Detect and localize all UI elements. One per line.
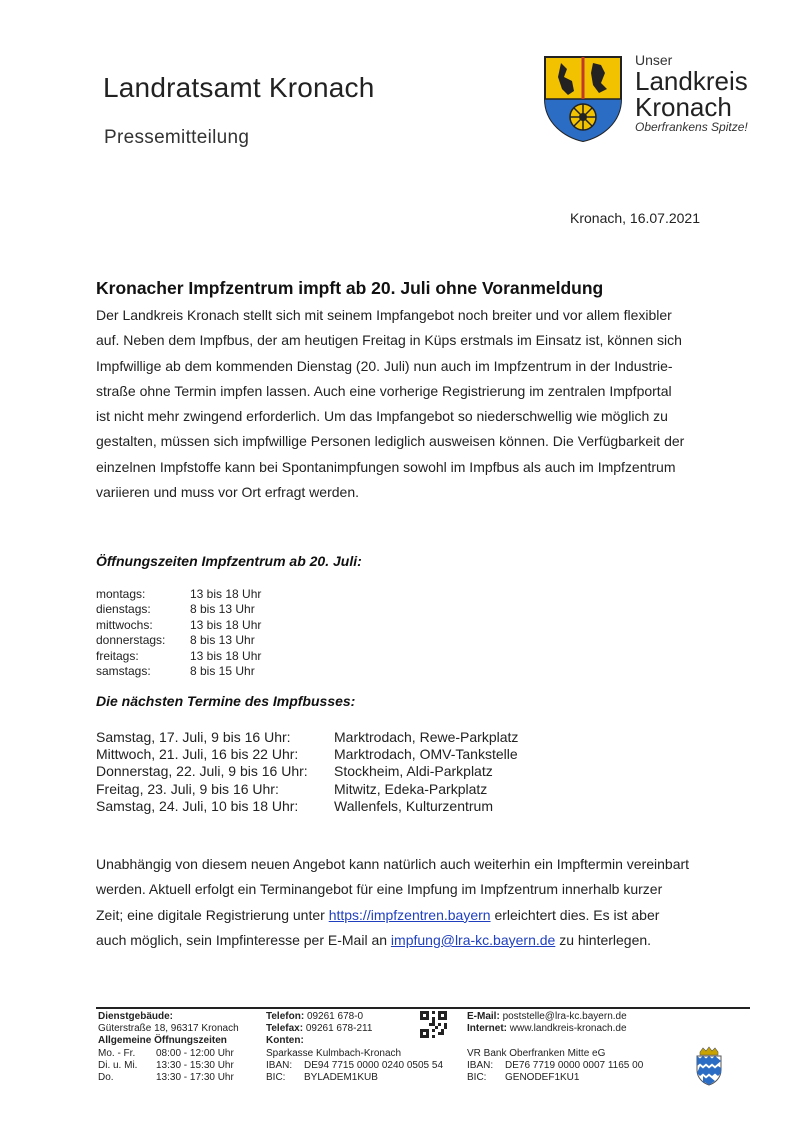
hours-heading: Öffnungszeiten Impfzentrum ab 20. Juli: <box>96 553 362 569</box>
text-line: Impfwillige ab dem kommenden Dienstag (20. Juli) nun auch im Impfzentrum in der Industrie- <box>96 357 673 374</box>
opening-hours-list <box>96 587 261 679</box>
hours-time: 8 bis 15 Uhr <box>190 664 255 679</box>
footer-online-block <box>467 1011 643 1084</box>
organization-name: Landratsamt Kronach <box>103 72 375 103</box>
email-label: E-Mail: <box>467 1011 500 1022</box>
bus-row <box>96 746 518 763</box>
intro-paragraph <box>96 303 736 505</box>
text-line: Unabhängig von diesem neuen Angebot kann natürlich auch weiterhin ein Impftermin vereinbart <box>96 856 690 872</box>
footer-divider <box>96 1007 750 1009</box>
office-hours-time: 13:30 - 17:30 Uhr <box>156 1072 234 1084</box>
hours-day: samstags: <box>96 664 151 679</box>
logo-line-landkreis: Landkreis <box>635 66 748 96</box>
office-hours-day: Do. <box>98 1072 114 1084</box>
office-hours-time: 08:00 - 12:00 Uhr <box>156 1047 234 1059</box>
text-line <box>96 903 736 928</box>
logo-line-kronach: Kronach <box>635 92 732 122</box>
logo-line-unser: Unser <box>635 52 673 68</box>
hours-time: 13 bis 18 Uhr <box>190 587 262 601</box>
text-line: auf. Neben dem Impfbus, der am heutigen Freitag in Küps erstmals im Einsatz ist, können sich <box>96 332 682 349</box>
text-line: variieren und muss vor Ort erfragt werden. <box>96 484 359 501</box>
office-hours-day: Mo. - Fr. <box>98 1047 136 1059</box>
iban-value: DE76 7719 0000 0007 1165 00 <box>505 1059 644 1071</box>
office-hours-row <box>98 1060 239 1072</box>
impf-email-link[interactable]: impfung@lra-kc.bayern.de <box>390 931 556 948</box>
text-line: gestalten, müssen sich impfwillige Personen lediglich ausweisen können. Die Verfügbarkeit der <box>96 433 685 450</box>
bus-place: Marktrodach, OMV-Tankstelle <box>334 746 518 763</box>
text-line: ist nicht mehr zwingend erforderlich. Um das Impfangebot so niederschwellig wie möglich zu <box>96 408 668 425</box>
district-logo <box>541 53 751 143</box>
bus-row <box>96 729 518 746</box>
hours-row <box>96 649 261 664</box>
footer-contact-block <box>266 1011 443 1084</box>
text-line: werden. Aktuell erfolgt ein Terminangebot für eine Impfung im Impfzentrum innerhalb kurzer <box>96 881 663 898</box>
text-segment: Zeit; eine digitale Registrierung unter <box>96 906 329 923</box>
bus-place: Stockheim, Aldi-Parkplatz <box>334 763 493 780</box>
office-hours-label: Allgemeine Öffnungszeiten <box>98 1035 227 1047</box>
logo-tagline: Oberfrankens Spitze! <box>635 120 748 134</box>
phone-number: 09261 678-0 <box>306 1011 364 1022</box>
hours-row <box>96 633 261 648</box>
bavarian-crest-icon <box>694 1046 724 1086</box>
fax-label: Telefax: <box>266 1023 304 1035</box>
hours-row <box>96 587 261 602</box>
coat-of-arms-icon <box>541 53 625 143</box>
text-line: straße ohne Termin impfen lassen. Auch eine vorherige Registrierung im zentralen Impfportal <box>96 382 672 399</box>
text-line: Der Landkreis Kronach stellt sich mit seinem Impfangebot noch breiter und vor allem flexibler <box>96 307 672 323</box>
hours-time: 13 bis 18 Uhr <box>190 648 262 663</box>
bank-name: Sparkasse Kulmbach-Kronach <box>266 1047 402 1059</box>
bus-row <box>96 798 518 815</box>
bus-date: Mittwoch, 21. Juli, 16 bis 22 Uhr: <box>96 746 299 763</box>
text-segment: zu hinterlegen. <box>555 931 652 948</box>
bus-date: Samstag, 17. Juli, 9 bis 16 Uhr: <box>96 729 291 745</box>
bus-place: Marktrodach, Rewe-Parkplatz <box>334 729 519 745</box>
bic-value: BYLADEM1KUB <box>304 1072 378 1084</box>
hours-day: donnerstags: <box>96 633 166 648</box>
email-address[interactable]: poststelle@lra-kc.bayern.de <box>502 1011 627 1022</box>
bus-heading: Die nächsten Termine des Impfbusses: <box>96 693 356 709</box>
document-type: Pressemitteilung <box>104 127 250 148</box>
headline: Kronacher Impfzentrum impft ab 20. Juli ohne Voranmeldung <box>96 278 604 298</box>
iban-value: DE94 7715 0000 0240 0505 54 <box>304 1059 444 1071</box>
bus-row <box>96 763 518 780</box>
hours-day: dienstags: <box>96 602 151 617</box>
office-hours-time: 13:30 - 15:30 Uhr <box>156 1059 234 1071</box>
office-hours-row <box>98 1072 239 1084</box>
internet-label: Internet: <box>467 1023 507 1035</box>
hours-time: 8 bis 13 Uhr <box>190 602 255 617</box>
bus-schedule-list <box>96 729 518 815</box>
text-segment: auch möglich, sein Impfinteresse per E-Mail an <box>96 931 391 948</box>
office-hours-row <box>98 1048 239 1060</box>
iban-label: IBAN: <box>467 1059 494 1071</box>
bus-place: Wallenfels, Kulturzentrum <box>334 797 493 814</box>
accounts-label: Konten: <box>266 1035 304 1047</box>
office-hours-day: Di. u. Mi. <box>98 1059 138 1071</box>
impfzentren-link[interactable]: https://impfzentren.bayern <box>328 906 491 923</box>
building-label: Dienstgebäude: <box>98 1011 174 1022</box>
fax-number: 09261 678-211 <box>305 1023 373 1035</box>
qr-code-icon <box>420 1011 447 1038</box>
hours-day: freitags: <box>96 648 139 663</box>
iban-label: IBAN: <box>266 1059 293 1071</box>
bank-name: VR Bank Oberfranken Mitte eG <box>467 1047 606 1059</box>
bic-value: GENODEF1KU1 <box>505 1072 580 1084</box>
bus-date: Freitag, 23. Juli, 9 bis 16 Uhr: <box>96 780 279 797</box>
website-address[interactable]: www.landkreis-kronach.de <box>509 1023 627 1035</box>
bus-date: Donnerstag, 22. Juli, 9 bis 16 Uhr: <box>96 763 308 780</box>
hours-row <box>96 618 261 633</box>
footer-address-block <box>98 1011 239 1084</box>
text-line: einzelnen Impfstoffe kann bei Spontanimpfungen sowohl im Impfbus als auch im Impfzentrum <box>96 458 676 475</box>
hours-day: montags: <box>96 587 146 601</box>
bus-row <box>96 781 518 798</box>
release-date: Kronach, 16.07.2021 <box>570 210 700 226</box>
bic-label: BIC: <box>467 1072 487 1084</box>
hours-row <box>96 602 261 617</box>
closing-paragraph <box>96 852 736 953</box>
bus-date: Samstag, 24. Juli, 10 bis 18 Uhr: <box>96 797 299 814</box>
hours-row <box>96 664 261 679</box>
text-segment: erleichtert dies. Es ist aber <box>490 906 660 923</box>
hours-day: mittwochs: <box>96 617 153 632</box>
bus-place: Mitwitz, Edeka-Parkplatz <box>334 780 488 797</box>
building-address: Güterstraße 18, 96317 Kronach <box>98 1023 239 1035</box>
phone-label: Telefon: <box>266 1011 305 1022</box>
hours-time: 8 bis 13 Uhr <box>190 633 255 648</box>
bic-label: BIC: <box>266 1072 286 1084</box>
hours-time: 13 bis 18 Uhr <box>190 617 262 632</box>
text-line <box>96 928 736 953</box>
